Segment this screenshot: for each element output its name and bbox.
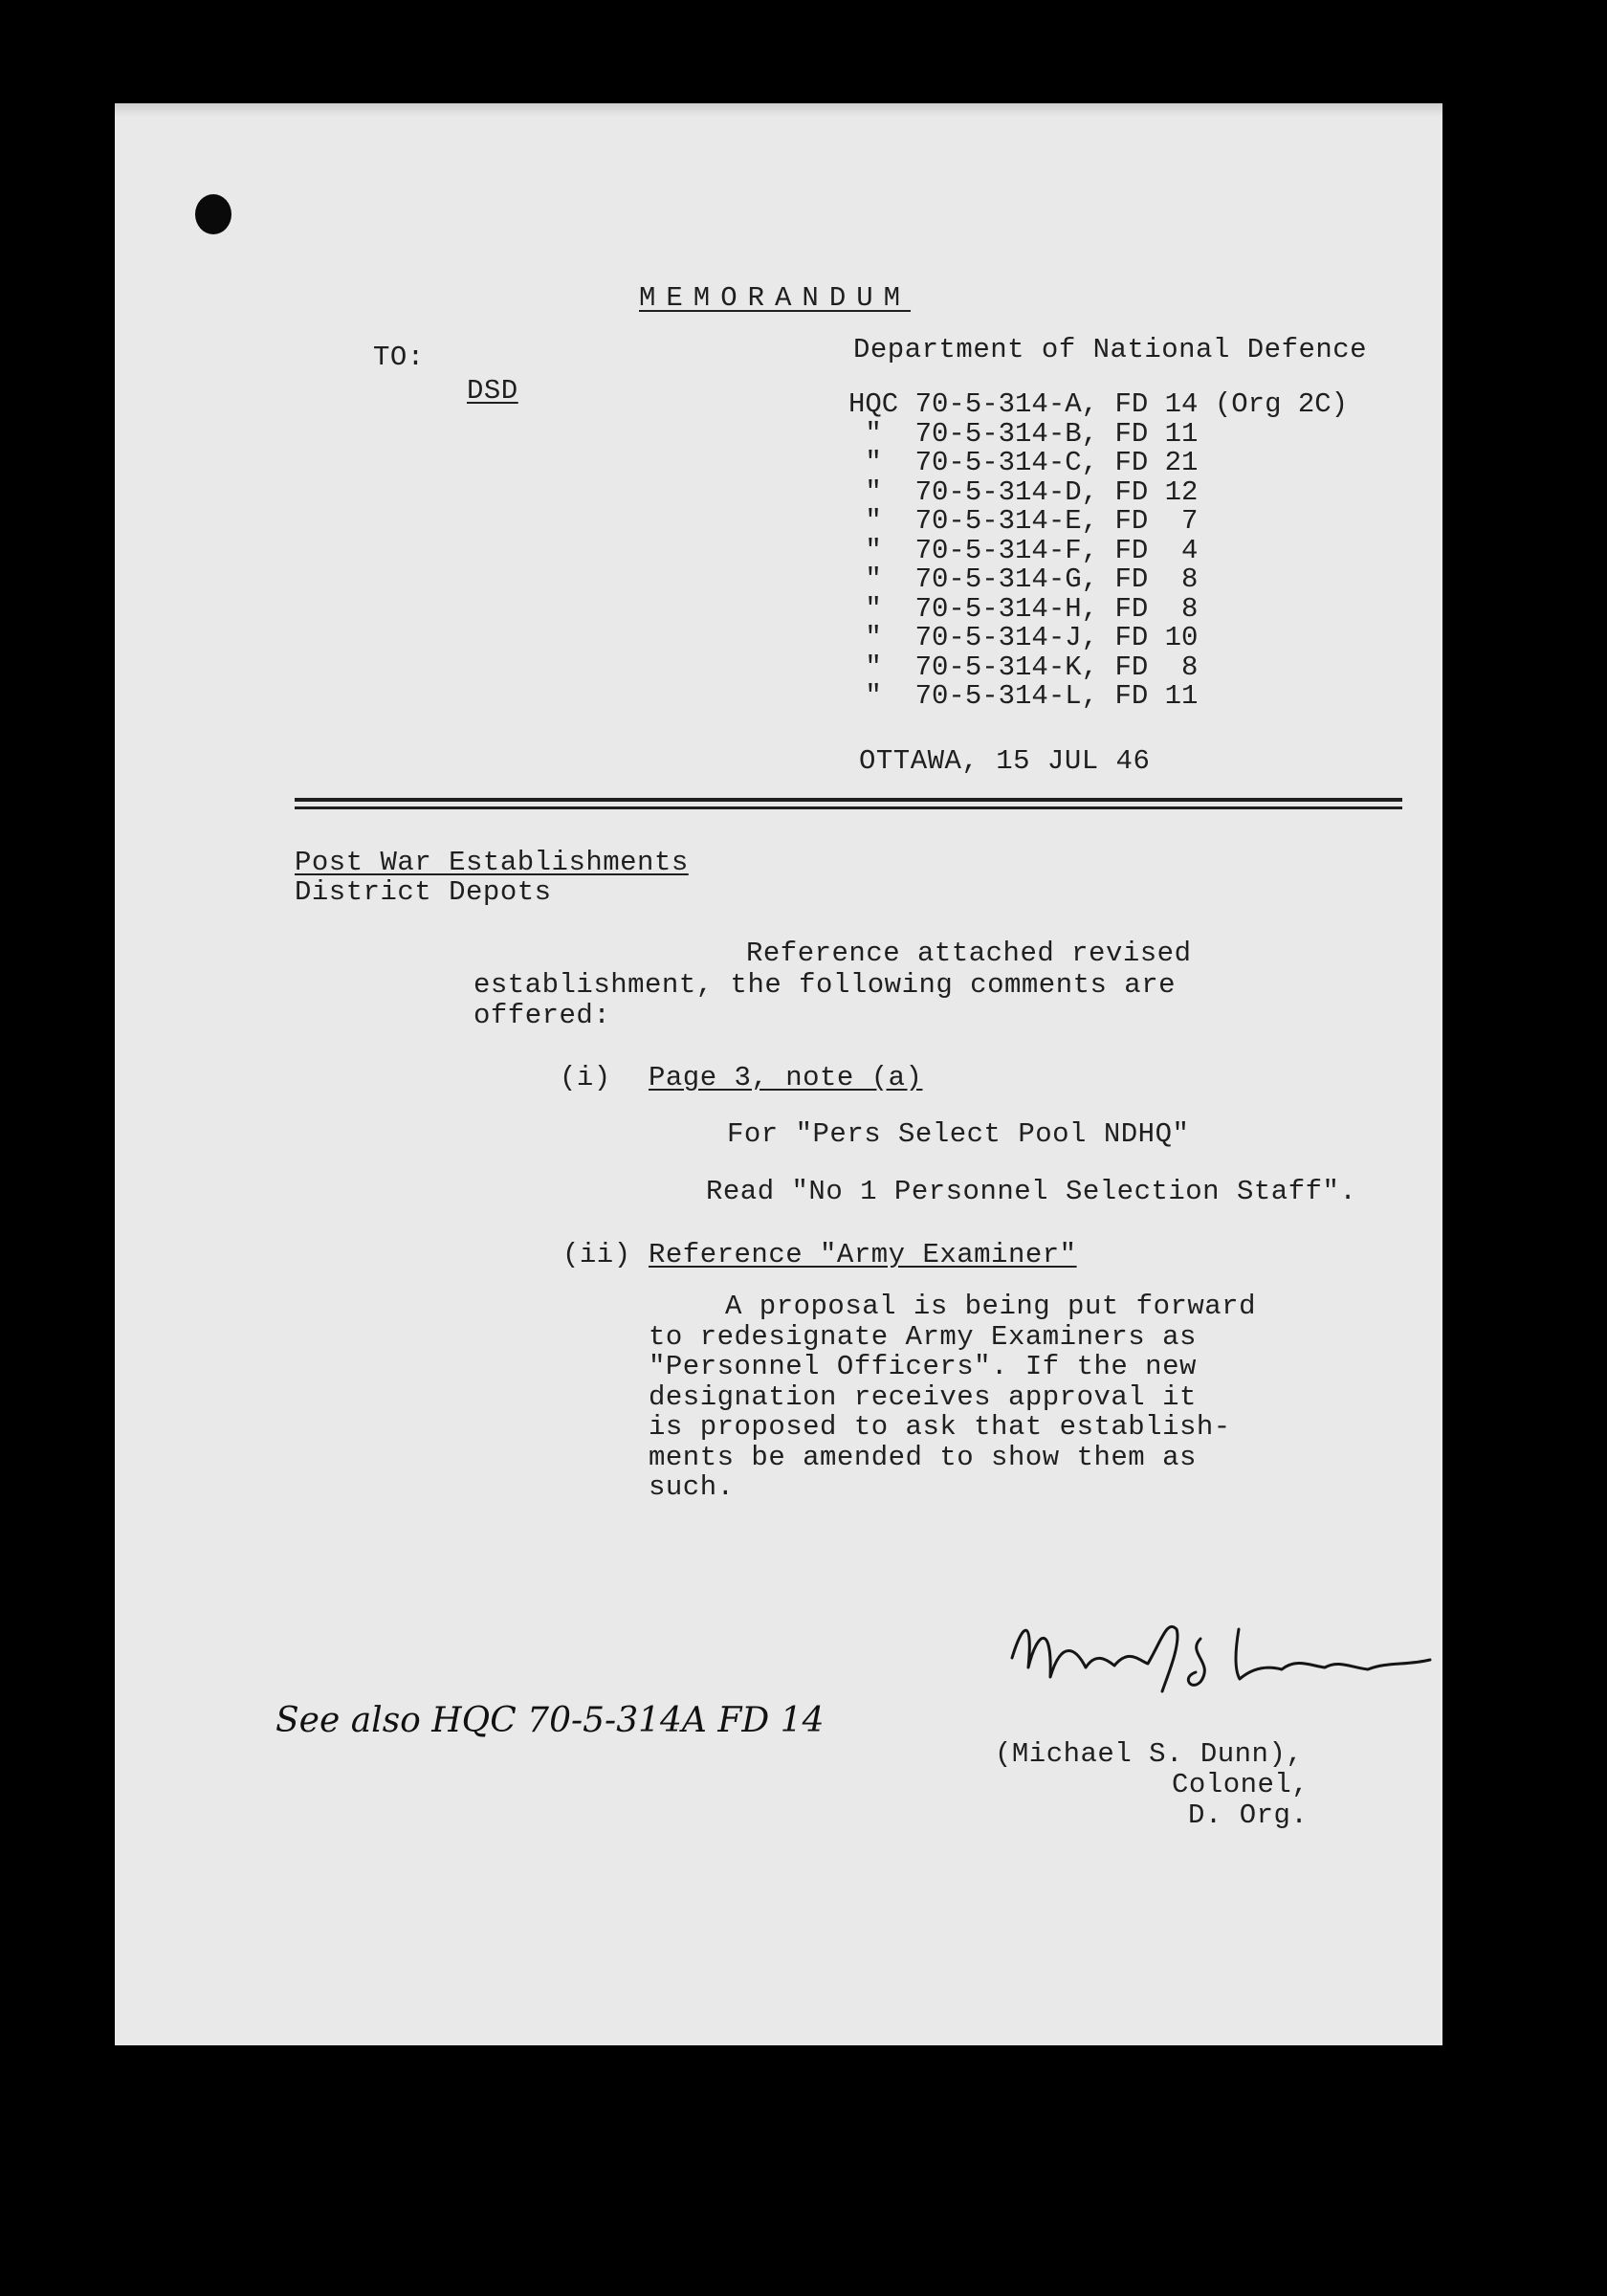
divider-rule xyxy=(295,806,1402,809)
signature-name: (Michael S. Dunn), xyxy=(995,1738,1304,1770)
file-reference: HQC 70-5-314-A, FD 14 (Org 2C) xyxy=(848,388,1349,420)
item-number: (i) xyxy=(560,1062,611,1093)
file-reference: " 70-5-314-J, FD 10 xyxy=(848,622,1199,653)
item-text: such. xyxy=(649,1471,735,1503)
file-reference: " 70-5-314-L, FD 11 xyxy=(848,680,1199,712)
place-date: OTTAWA, 15 JUL 46 xyxy=(859,745,1151,777)
item-text: is proposed to ask that establish- xyxy=(649,1411,1231,1443)
divider-rule xyxy=(295,798,1402,802)
file-reference: " 70-5-314-H, FD 8 xyxy=(848,592,1199,625)
handwritten-signature xyxy=(995,1601,1442,1715)
memo-page xyxy=(115,103,1442,2045)
item-heading: Reference "Army Examiner" xyxy=(649,1239,1077,1270)
file-reference: " 70-5-314-F, FD 4 xyxy=(848,534,1199,566)
signature-title: D. Org. xyxy=(1188,1799,1309,1831)
file-reference: " 70-5-314-C, FD 21 xyxy=(848,447,1199,478)
department-name: Department of National Defence xyxy=(853,334,1368,365)
item-text: ments be amended to show them as xyxy=(649,1442,1197,1473)
handwritten-note: See also HQC 70-5-314A FD 14 xyxy=(275,1701,825,1740)
file-reference: " 70-5-314-K, FD 8 xyxy=(848,651,1199,683)
file-reference: " 70-5-314-D, FD 12 xyxy=(848,475,1199,508)
file-reference-list xyxy=(848,390,1348,712)
to-label: TO: xyxy=(373,342,425,373)
memo-title: MEMORANDUM xyxy=(639,282,912,314)
item-text: "Personnel Officers". If the new xyxy=(649,1351,1197,1382)
signature-rank: Colonel, xyxy=(1172,1769,1310,1800)
item-text: to redesignate Army Examiners as xyxy=(649,1321,1197,1353)
subject-line: Post War Establishments xyxy=(295,847,689,878)
item-text: designation receives approval it xyxy=(649,1381,1197,1413)
to-value: DSD xyxy=(467,375,518,407)
file-reference: " 70-5-314-G, FD 8 xyxy=(848,563,1199,595)
file-reference: " 70-5-314-B, FD 11 xyxy=(848,417,1199,450)
intro-text: Reference attached revised xyxy=(746,938,1192,969)
item-number: (ii) xyxy=(562,1239,631,1270)
subject-line: District Depots xyxy=(295,876,552,908)
punch-hole xyxy=(195,194,231,234)
item-text: For "Pers Select Pool NDHQ" xyxy=(727,1118,1190,1150)
item-text: A proposal is being put forward xyxy=(725,1291,1256,1322)
intro-text: establishment, the following comments are xyxy=(473,969,1177,1001)
item-heading: Page 3, note (a) xyxy=(649,1062,923,1093)
item-text: Read "No 1 Personnel Selection Staff". xyxy=(706,1176,1357,1207)
file-reference: " 70-5-314-E, FD 7 xyxy=(848,505,1199,537)
intro-text: offered: xyxy=(473,1000,611,1031)
